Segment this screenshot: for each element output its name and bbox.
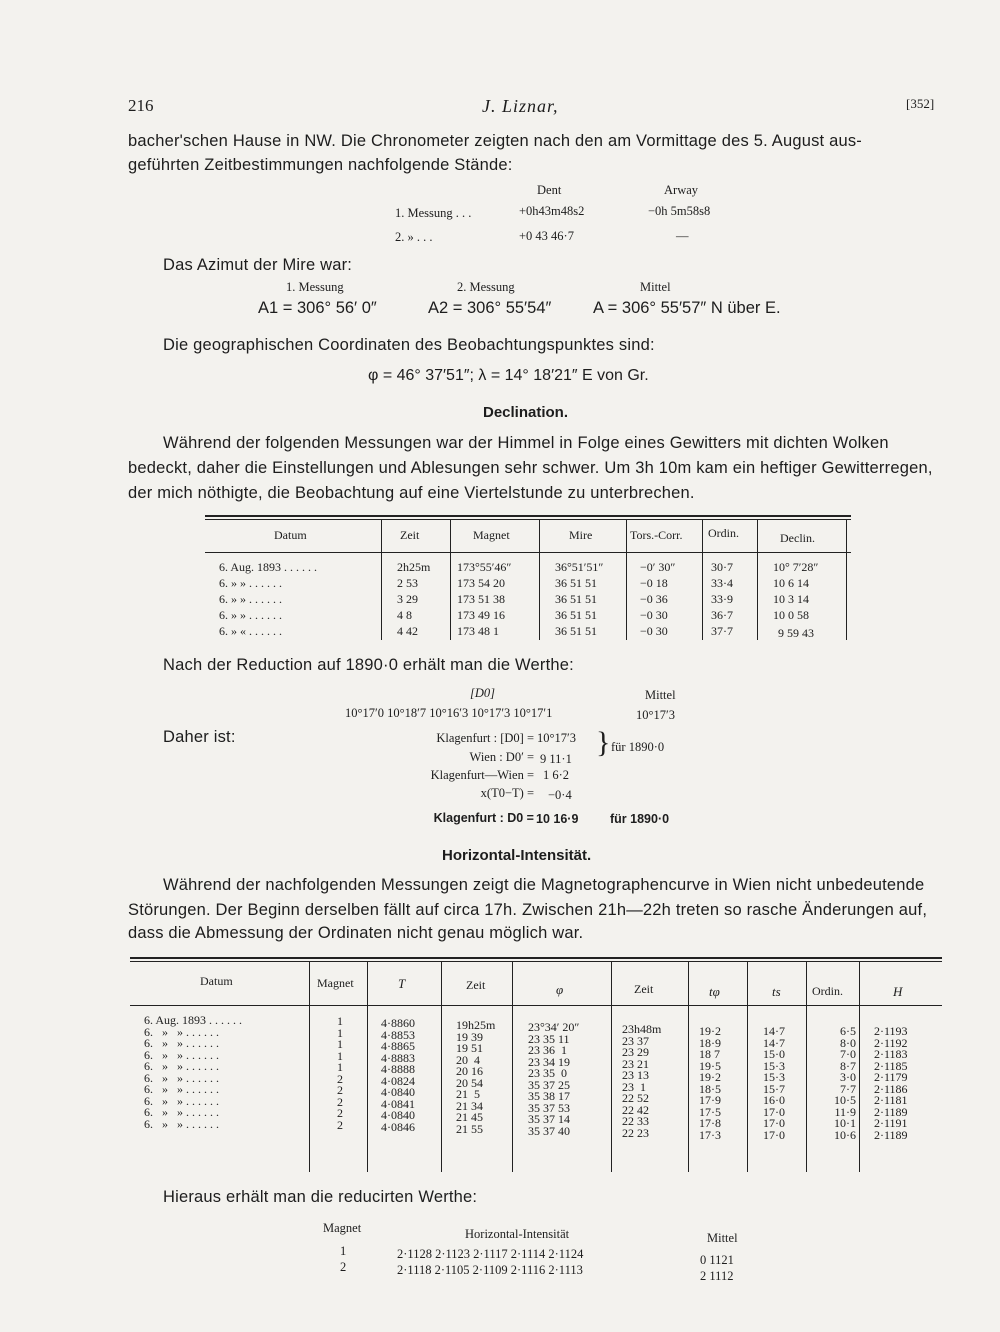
coords-value: φ = 46° 37′51″; λ = 14° 18′21″ E von Gr. <box>368 367 649 384</box>
red-magnet-head: Magnet <box>323 1221 362 1235</box>
hor-head-tphi: tφ <box>709 984 720 999</box>
hor-head-ts: ts <box>772 984 781 999</box>
decl-head-datum: Datum <box>274 528 307 542</box>
table-cell: 3 29 <box>397 592 418 606</box>
table-cell: 4 8 <box>397 608 412 622</box>
table-cell: 2h25m <box>397 560 431 574</box>
eq3-left: Klagenfurt—Wien = <box>430 768 534 782</box>
hor-head-H: H <box>893 984 903 999</box>
table-cell: −0 30 <box>640 608 668 622</box>
eq1-left: Klagenfurt : [D0] = <box>436 731 534 745</box>
decl-head-magnet: Magnet <box>473 528 510 542</box>
declination-para-3: der mich nöthigte, die Beobachtung auf eine Viertelstunde zu unterbrechen. <box>128 484 695 502</box>
table-cell: 173 51 38 <box>457 592 505 606</box>
table-row: 6. » « . . . . . . <box>219 624 282 638</box>
red-row1-mittel: 0 1121 <box>700 1253 734 1267</box>
table-row: 6. Aug. 1893 . . . . . . <box>219 560 318 574</box>
brace-icon: } <box>596 726 611 759</box>
red-row2-values: 2·1118 2·1105 2·1109 2·1116 2·1113 <box>397 1263 583 1277</box>
hor-col-T: 4·8860 4·8853 4·8865 4·8883 4·8888 4·0824 4·0840 4·0841 4·0840 4·0846 <box>381 1016 415 1134</box>
table-cell: 10 0 58 <box>773 608 809 622</box>
hor-col-zeit2: 23h48m 23 37 23 29 23 21 23 13 23 1 22 52 22 42 22 33 22 23 <box>622 1022 662 1140</box>
table-cell: 37·7 <box>711 624 733 638</box>
eq5-fuer: für 1890·0 <box>610 812 670 826</box>
page-number: 216 <box>128 96 154 115</box>
bracket-page: [352] <box>906 96 935 111</box>
table-cell: 36°51′51″ <box>555 560 604 574</box>
table-cell: 10 3 14 <box>773 592 809 606</box>
hor-col-H: 2·1193 2·1192 2·1183 2·1185 2·1179 2·1186 2·1181 2·1189 2·1191 2·1189 <box>874 1024 908 1142</box>
eq2-right: 9 11·1 <box>540 752 572 766</box>
eq5-right: 10 16·9 <box>536 812 579 826</box>
hor-col-tphi: 19·2 18·9 18 7 19·5 19·2 18·5 17·9 17·5 17·8 17·3 <box>699 1024 721 1142</box>
table-row: 6. » » . . . . . . <box>219 576 282 590</box>
hor-head-datum: Datum <box>200 974 233 988</box>
chrono-row2-label: 2. » . . . <box>395 230 433 244</box>
decl-head-declin: Declin. <box>780 531 815 545</box>
red-row1-magnet: 1 <box>340 1244 347 1258</box>
table-cell: 36 51 51 <box>555 576 597 590</box>
hor-col-datum: 6. Aug. 1893 . . . . . . 6. » » . . . . . . 6. » » . . . . . . 6. » » . . . . . . 6. » » . . . . . . 6. » » . . . . . . 6. » » . . . . . . 6. » » . . . . . . 6. » » . . . . . . 6. » » . . . . . . <box>144 1013 243 1131</box>
eq2-left: Wien : D0′ = <box>469 750 534 764</box>
running-author: J. Liznar, <box>482 96 559 116</box>
hor-head-ordin: Ordin. <box>812 984 843 998</box>
table-cell: 10 6 14 <box>773 576 809 590</box>
declination-para-2: bedeckt, daher die Einstellungen und Ablesungen sehr schwer. Um 3h 10m kam ein heftiger Gewitterregen, <box>128 459 933 477</box>
table-cell: 10° 7′28″ <box>773 560 819 574</box>
chrono-row1-dent: +0h43m48s2 <box>519 204 585 218</box>
chrono-row2-dent: +0 43 46·7 <box>519 229 574 243</box>
declination-para-1: Während der folgenden Messungen war der Himmel in Folge eines Gewitters mit dichten Wolken <box>163 434 889 452</box>
table-row: 6. » » . . . . . . <box>219 608 282 622</box>
eq4-left: x(T0−T) = <box>480 786 534 800</box>
eq5-left: Klagenfurt : D0 = <box>433 811 534 825</box>
d0-values: 10°17′0 10°18′7 10°16′3 10°17′3 10°17′1 <box>345 706 553 720</box>
red-hi-head: Horizontal-Intensität <box>465 1227 570 1241</box>
eq1-right: 10°17′3 <box>537 731 576 745</box>
hor-head-magnet: Magnet <box>317 976 354 990</box>
azimut-intro: Das Azimut der Mire war: <box>163 256 353 274</box>
intro-line-1: bacher'schen Hause in NW. Die Chronometer zeigten nach den am Vormittage des 5. August aus- <box>128 132 862 150</box>
horizontal-para-1: Während der nachfolgenden Messungen zeigt die Magnetographencurve in Wien nicht unbedeutende <box>163 876 925 894</box>
table-cell: 4 42 <box>397 624 418 638</box>
azimut-value-2: A2 = 306° 55′54″ <box>428 299 552 317</box>
intro-line-2: geführten Zeitbestimmungen nachfolgende Stände: <box>128 156 513 174</box>
table-cell: 9 59 43 <box>778 626 814 640</box>
hor-head-T: T <box>398 976 406 991</box>
red-row1-values: 2·1128 2·1123 2·1117 2·1114 2·1124 <box>397 1247 584 1261</box>
hor-col-magnet: 1 1 1 1 1 2 2 2 2 2 <box>337 1014 343 1132</box>
table-cell: 30·7 <box>711 560 733 574</box>
hor-head-zeit2: Zeit <box>634 982 654 996</box>
decl-head-ordin: Ordin. <box>708 526 739 540</box>
decl-head-torscorr: Tors.-Corr. <box>630 528 683 542</box>
table-cell: 36·7 <box>711 608 733 622</box>
red-row2-magnet: 2 <box>340 1260 347 1274</box>
chrono-head-dent: Dent <box>537 183 562 197</box>
fuer-1890: für 1890·0 <box>611 740 665 754</box>
reduced-text: Hieraus erhält man die reducirten Werthe: <box>163 1188 478 1206</box>
mittel-head: Mittel <box>645 688 676 702</box>
horizontal-title: Horizontal-Intensität. <box>442 847 592 864</box>
table-cell: 36 51 51 <box>555 592 597 606</box>
table-cell: 173 48 1 <box>457 624 499 638</box>
table-cell: 36 51 51 <box>555 608 597 622</box>
daher-ist: Daher ist: <box>163 728 236 746</box>
red-row2-mittel: 2 1112 <box>700 1269 734 1283</box>
red-mittel-head: Mittel <box>707 1231 738 1245</box>
table-cell: 173 49 16 <box>457 608 505 622</box>
chrono-row2-arway: — <box>676 229 689 243</box>
azimut-head-1: 1. Messung <box>286 280 344 294</box>
hor-col-phi: 23°34′ 20″ 23 35 11 23 36 1 23 34 19 23 35 0 35 37 25 35 38 17 35 37 53 35 37 14 35 37 40 <box>528 1020 580 1138</box>
table-cell: 173°55′46″ <box>457 560 512 574</box>
coords-intro: Die geographischen Coordinaten des Beobachtungspunktes sind: <box>163 336 655 354</box>
hor-head-zeit1: Zeit <box>466 978 486 992</box>
table-cell: 173 54 20 <box>457 576 505 590</box>
horizontal-para-2: Störungen. Der Beginn derselben fällt auf circa 17h. Zwischen 21h—22h treten so rasche Änderungen auf, <box>128 901 928 919</box>
decl-head-zeit: Zeit <box>400 528 420 542</box>
table-cell: −0′ 30″ <box>640 560 676 574</box>
table-row: 6. » » . . . . . . <box>219 592 282 606</box>
table-cell: −0 36 <box>640 592 668 606</box>
eq4-right: −0·4 <box>548 788 572 802</box>
azimut-head-3: Mittel <box>640 280 671 294</box>
hor-col-ordin: 6·5 8·0 7·0 8·7 3·0 7·7 10·5 11·9 10·1 10·6 <box>834 1024 856 1142</box>
reduction-text: Nach der Reduction auf 1890·0 erhält man die Werthe: <box>163 656 574 674</box>
table-cell: 33·9 <box>711 592 733 606</box>
mittel-value: 10°17′3 <box>636 708 675 722</box>
table-cell: 2 53 <box>397 576 418 590</box>
eq3-right: 1 6·2 <box>543 768 570 782</box>
d0-head: [D0] <box>470 686 496 700</box>
hor-col-ts: 14·7 14·7 15·0 15·3 15·3 15·7 16·0 17·0 17·0 17·0 <box>763 1024 785 1142</box>
azimut-value-1: A1 = 306° 56′ 0″ <box>258 299 377 317</box>
chrono-row1-label: 1. Messung . . . <box>395 206 472 220</box>
azimut-head-2: 2. Messung <box>457 280 515 294</box>
azimut-value-mittel: A = 306° 55′57″ N über E. <box>593 299 781 317</box>
table-cell: −0 18 <box>640 576 668 590</box>
chrono-head-arway: Arway <box>664 183 699 197</box>
table-cell: −0 30 <box>640 624 668 638</box>
horizontal-para-3: dass die Abmessung der Ordinaten nicht genau möglich war. <box>128 924 584 942</box>
decl-head-mire: Mire <box>569 528 593 542</box>
hor-head-phi: φ <box>556 982 564 997</box>
table-cell: 36 51 51 <box>555 624 597 638</box>
chrono-row1-arway: −0h 5m58s8 <box>648 204 711 218</box>
hor-col-zeit1: 19h25m 19 39 19 51 20 4 20 16 20 54 21 5 21 34 21 45 21 55 <box>456 1018 496 1136</box>
table-cell: 33·4 <box>711 576 733 590</box>
declination-title: Declination. <box>483 404 569 421</box>
